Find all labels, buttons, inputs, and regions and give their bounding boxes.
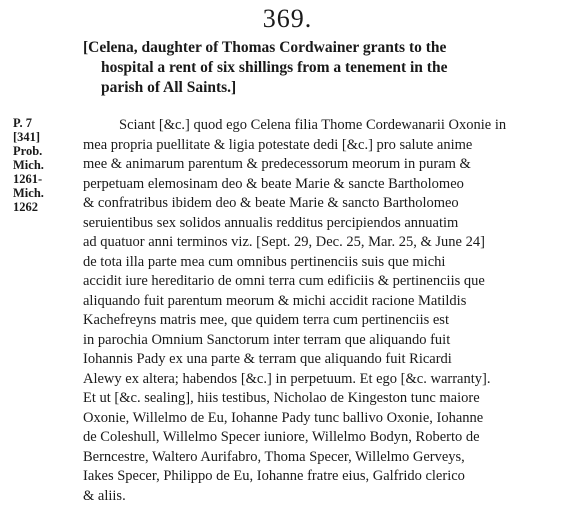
charter-line: in parochia Omnium Sanctorum inter terram que aliquando fuit	[83, 331, 451, 348]
summary-line: [Celena, daughter of Thomas Cordwainer grants to the	[83, 39, 447, 56]
charter-line: Kachefreyns matris mee, que quidem terra cum pertinenciis est	[83, 312, 449, 328]
margin-reference-note	[13, 116, 73, 214]
charter-line: Berncestre, Waltero Aurifabro, Thoma Specer, Willelmo Gerveys,	[83, 448, 465, 465]
margin-note-line: 1261-	[13, 172, 43, 186]
page-number: 369.	[262, 4, 313, 33]
charter-line: perpetuam elemosinam deo & beate Marie & sancte Bartholomeo	[83, 175, 464, 192]
charter-line: Iohannis Pady ex una parte & terram que aliquando fuit Ricardi	[83, 351, 452, 367]
charter-line: aliquando fuit parentum meorum & michi accidit racione Matildis	[83, 292, 467, 309]
charter-line: Iakes Specer, Philippo de Eu, Iohanne fratre eius, Galfrido clerico	[83, 468, 465, 484]
charter-text	[83, 116, 571, 506]
charter-line: & aliis.	[83, 487, 126, 504]
charter-line: de tota illa parte mea cum omnibus pertinenciis suis que michi	[83, 253, 446, 270]
charter-line: & confratribus ibidem deo & beate Marie & sancto Bartholomeo	[83, 195, 459, 211]
charter-line: de Coleshull, Willelmo Specer iuniore, Willelmo Bodyn, Roberto de	[83, 429, 480, 445]
charter-line: ad quatuor anni terminos viz. [Sept. 29, Dec. 25, Mar. 25, & June 24]	[83, 234, 485, 250]
margin-note-line: 1262	[13, 200, 38, 214]
charter-line: mea propria puellitate & ligia potestate dedi [&c.] pro salute anime	[83, 136, 473, 153]
charter-line: seruientibus sex solidos annualis redditus percipiendos annuatim	[83, 214, 459, 231]
margin-note-line: Mich.	[13, 186, 44, 200]
charter-line: Sciant [&c.] quod ego Celena filia Thome Cordewanarii Oxonie in	[119, 117, 507, 133]
summary-line: hospital a rent of six shillings from a tenement in the	[101, 59, 448, 76]
charter-line: Alewy ex altera; habendos [&c.] in perpetuum. Et ego [&c. warranty].	[83, 370, 491, 387]
charter-line: mee & animarum parentum & predecessorum meorum in puram &	[83, 156, 471, 172]
summary-line: parish of All Saints.]	[101, 79, 237, 96]
margin-note-line: P. 7	[13, 116, 32, 130]
margin-note-line: Mich.	[13, 158, 44, 172]
margin-note-line: Prob.	[13, 144, 43, 158]
document-summary	[83, 38, 571, 98]
charter-line: accidit iure hereditario de omni terra cum edificiis & pertinenciis que	[83, 273, 485, 289]
charter-line: Et ut [&c. sealing], hiis testibus, Nicholao de Kingeston tunc maiore	[83, 390, 480, 406]
charter-line: Oxonie, Willelmo de Eu, Iohanne Pady tunc ballivo Oxonie, Iohanne	[83, 409, 484, 426]
margin-note-line: [341]	[13, 130, 41, 144]
